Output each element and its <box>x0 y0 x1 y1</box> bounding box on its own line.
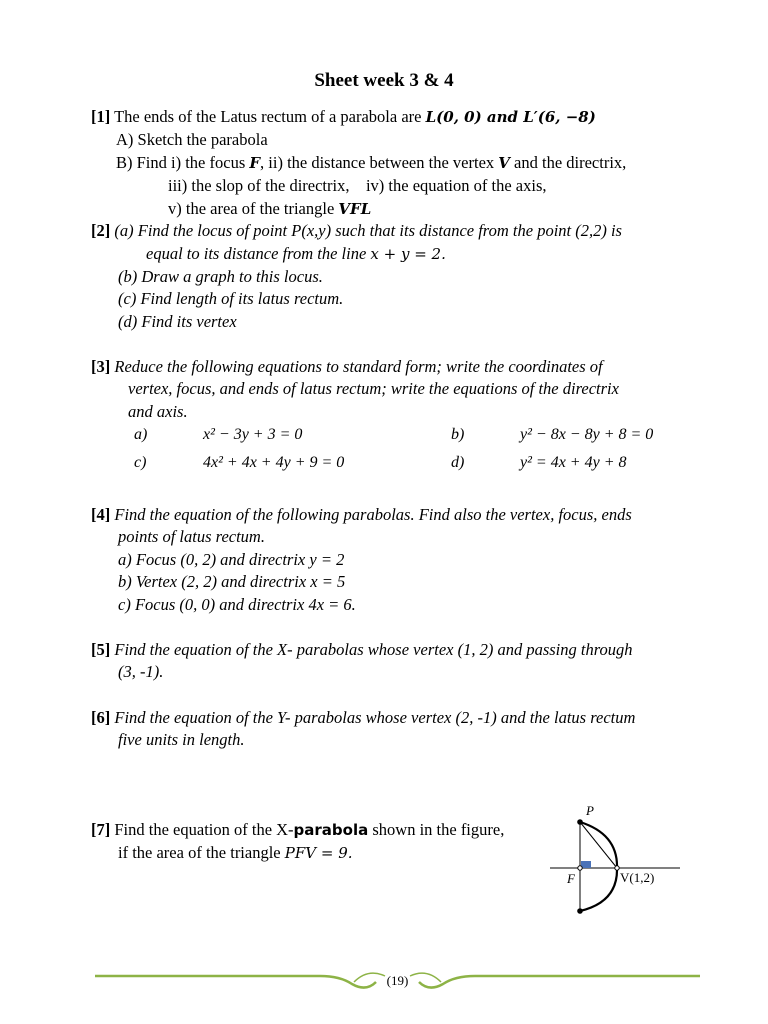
q1-focus-symbol: F <box>249 154 261 172</box>
q1-number: [1] <box>91 107 111 126</box>
q4-line1 <box>91 504 632 526</box>
q5-line1-text: Find the equation of the X- parabolas whose vertex (1, 2) and passing through <box>114 640 633 659</box>
footer-line-right <box>419 976 700 988</box>
q4-number: [4] <box>91 505 111 524</box>
q3-number: [3] <box>91 357 111 376</box>
q1-part-iv: iv) the equation of the axis, <box>365 176 547 195</box>
q3-item-d-equation: y² = 4x + 4y + 8 <box>520 454 627 471</box>
q1-part-a: A) Sketch the parabola <box>116 130 268 149</box>
q1-part-iii: iii) the slop of the directrix, <box>168 176 350 195</box>
q7-bold-word: parabola <box>293 821 369 839</box>
q3-item-c-label: c) <box>134 454 147 471</box>
q7-area-equation: PFV = 9. <box>284 844 353 862</box>
q1-text: The ends of the Latus rectum of a parabola are <box>114 107 422 126</box>
q6-number: [6] <box>91 708 111 727</box>
q1-part-b <box>116 152 626 174</box>
q7-line2 <box>118 842 353 864</box>
q3-line1-text: Reduce the following equations to standard form; write the coordinates of <box>114 357 603 376</box>
q2-line-equation: x + y = 2. <box>370 245 446 263</box>
q1-part-b-mid: , ii) the distance between the vertex <box>260 153 495 172</box>
q4-line2: points of latus rectum. <box>118 527 265 546</box>
figure-label-p: P <box>586 803 594 818</box>
q3-line2: vertex, focus, and ends of latus rectum; write the equations of the directrix <box>128 379 619 398</box>
q1-triangle-symbol: VFL <box>338 200 372 218</box>
q2-part-d: (d) Find its vertex <box>118 312 237 331</box>
q6-line1-text: Find the equation of the Y- parabolas whose vertex (2, -1) and the latus rectum <box>114 708 636 727</box>
q2-line1 <box>91 220 622 242</box>
q1-part-v-prefix: v) the area of the triangle <box>168 199 335 218</box>
q7-line1 <box>91 819 504 841</box>
q2-part-a-line2 <box>146 243 446 265</box>
q5-line2: (3, -1). <box>118 662 164 681</box>
q5-line1 <box>91 639 633 661</box>
q1-part-b-prefix: B) Find i) the focus <box>116 153 246 172</box>
footer-swirl-left <box>354 973 385 982</box>
q3-item-d-label: d) <box>451 454 465 471</box>
q2-number: [2] <box>91 221 111 240</box>
q7-line1-prefix: Find the equation of the X- <box>114 820 294 839</box>
parabola-figure <box>545 800 685 922</box>
q2-part-a-line1: (a) Find the locus of point P(x,y) such that its distance from the point (2,2) is <box>114 221 622 240</box>
q4-part-a: a) Focus (0, 2) and directrix y = 2 <box>118 550 345 569</box>
figure-label-f: F <box>567 871 575 886</box>
page-title: Sheet week 3 & 4 <box>314 70 454 91</box>
q3-item-c-equation: 4x² + 4x + 4y + 9 = 0 <box>203 454 345 471</box>
q7-number: [7] <box>91 820 111 839</box>
q3-item-b-label: b) <box>451 426 465 443</box>
q2-part-c: (c) Find length of its latus rectum. <box>118 289 344 308</box>
q1-vertex-symbol: V <box>498 154 510 172</box>
figure-point-f <box>578 866 582 870</box>
q6-line1 <box>91 707 635 729</box>
q7-line2-prefix: if the area of the triangle <box>118 843 281 862</box>
q4-part-c: c) Focus (0, 0) and directrix 4x = 6. <box>118 595 356 614</box>
q1-part-b-suffix: and the directrix, <box>514 153 627 172</box>
footer-line-left <box>95 976 376 988</box>
q3-line3: and axis. <box>128 402 188 421</box>
q4-part-b: b) Vertex (2, 2) and directrix x = 5 <box>118 572 346 591</box>
figure-label-v: V(1,2) <box>620 870 655 885</box>
q3-item-b-equation: y² − 8x − 8y + 8 = 0 <box>520 426 654 443</box>
figure-point-p <box>577 819 583 825</box>
q3-item-a-equation: x² − 3y + 3 = 0 <box>203 426 303 443</box>
q6-line2: five units in length. <box>118 730 245 749</box>
figure-point-bottom <box>577 908 583 914</box>
q1-part-v <box>168 198 371 220</box>
q1-part-iii-iv <box>168 175 547 197</box>
footer-swirl-right <box>410 973 441 982</box>
footer-ornament <box>90 958 705 998</box>
q3-item-a-label: a) <box>134 426 148 443</box>
q5-number: [5] <box>91 640 111 659</box>
q7-line1-suffix: shown in the figure, <box>372 820 505 839</box>
q1-points: L(0, 0) and L′(6, −8) <box>425 108 596 126</box>
q2-part-b: (b) Draw a graph to this locus. <box>118 267 323 286</box>
figure-point-v <box>615 866 619 870</box>
q4-line1-text: Find the equation of the following parabolas. Find also the vertex, focus, ends <box>114 505 632 524</box>
page-number: (19) <box>386 973 409 988</box>
q2-part-a-line2-text: equal to its distance from the line <box>146 244 367 263</box>
figure-right-angle-marker <box>581 861 591 868</box>
q3-line1 <box>91 356 603 378</box>
q1-line1 <box>91 106 596 128</box>
